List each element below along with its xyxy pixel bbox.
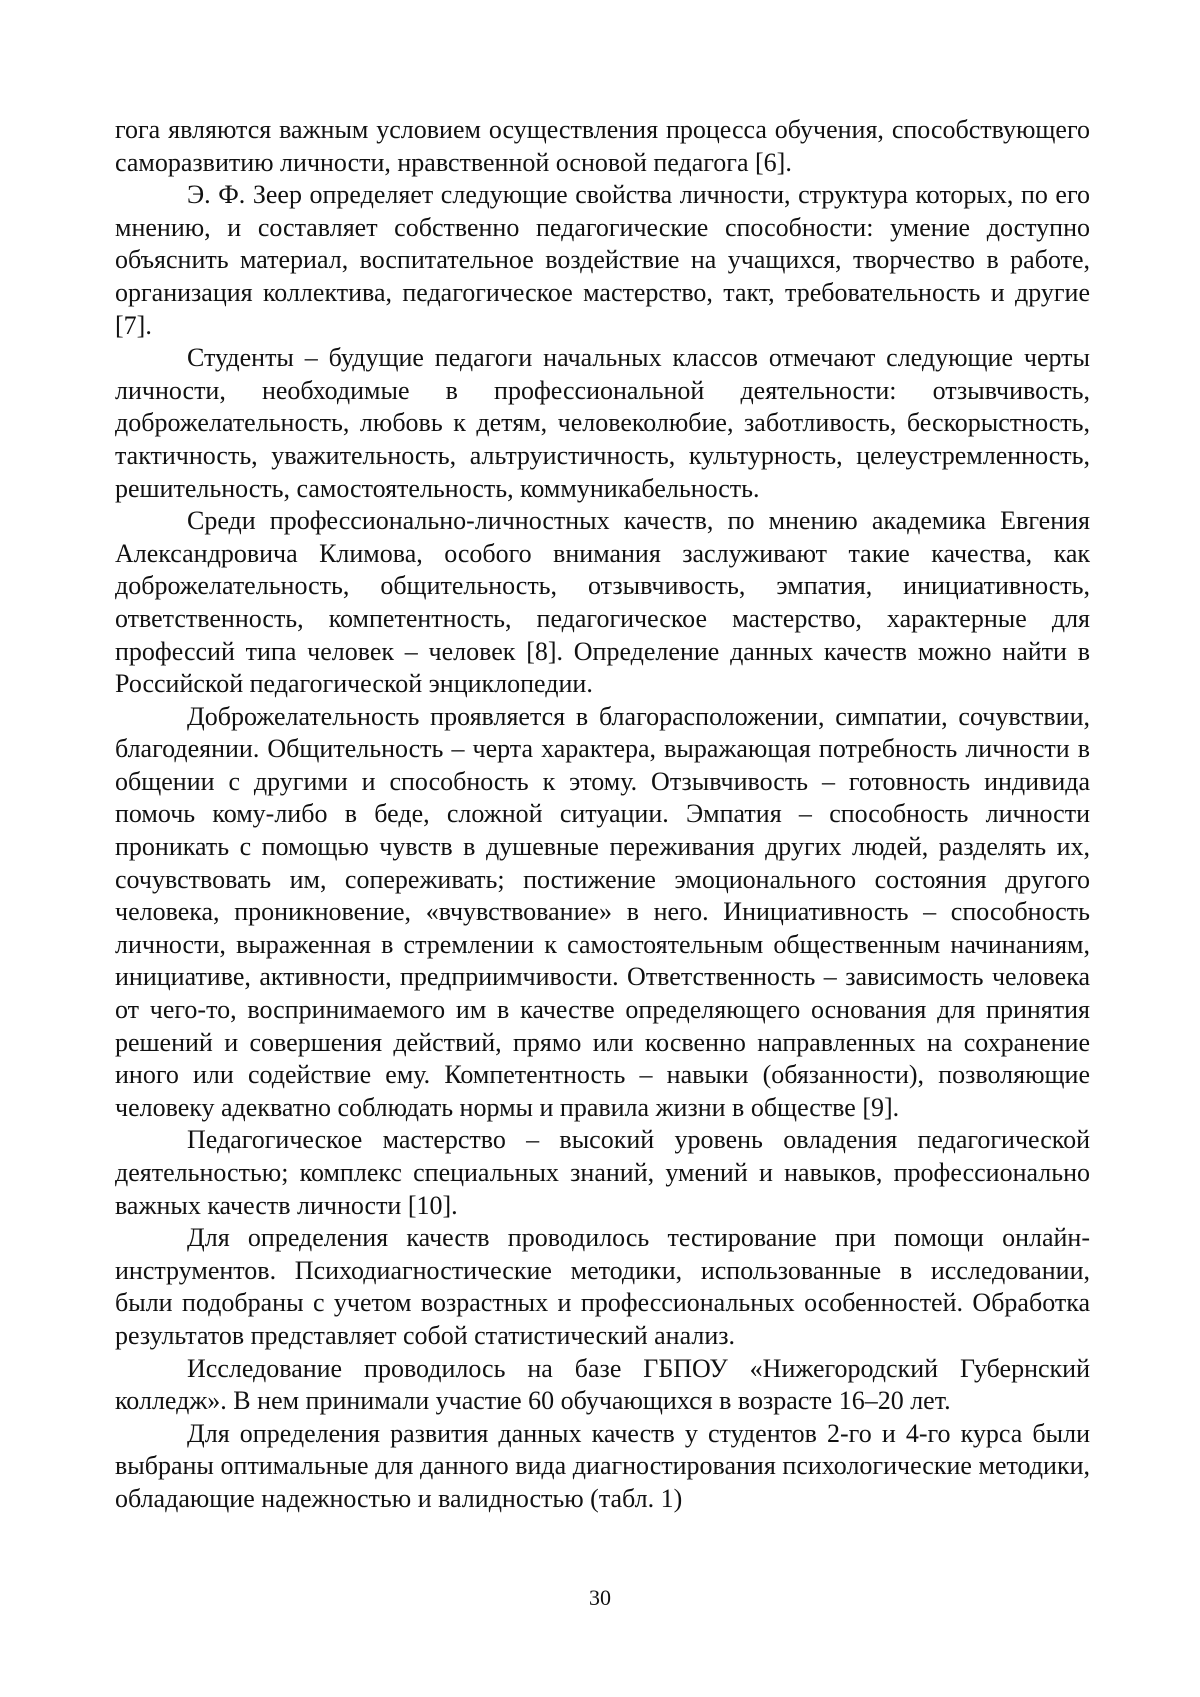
paragraph-methods: Для определения развития данных качеств у студентов 2-го и 4-го курса были выбраны оптимальные для данного вида диагностирования психологические методики, обладающие надежностью и валидностью (табл. 1): [115, 1418, 1090, 1513]
paragraph-continuation: гога являются важным условием осуществления процесса обучения, способствующего саморазвитию личности, нравственной основой педагога [6].: [115, 115, 1090, 177]
body-text: [115, 114, 1090, 1516]
page-number: 30: [589, 1585, 611, 1610]
paragraph-klimov: Среди профессионально-личностных качеств, по мнению академика Евгения Александровича Климова, особого внимания заслуживают такие качества, как доброжелательность, общительность, отзывчивость, эмпатия, инициативность, ответственность, компетентность, педагогическое мастерство, характерные для профессий типа человек – человек [8]. Определение данных качеств можно найти в Российской педагогической энциклопедии.: [115, 506, 1090, 699]
paragraph-zeer: Э. Ф. Зеер определяет следующие свойства личности, структура которых, по его мнению, и составляет собственно педагогические способности: умение доступно объяснить материал, воспитательное воздействие на учащихся, творчество в работе, организация коллектива, педагогическое мастерство, такт, требовательность и другие [7].: [115, 180, 1090, 340]
paragraph-testing: Для определения качеств проводилось тестирование при помощи онлайн-инструментов. Психодиагностические методики, использованные в исследовании, были подобраны с учетом возрастных и профессиональных особенностей. Обработка результатов представляет собой статистический анализ.: [115, 1223, 1090, 1350]
paragraph-research-base: Исследование проводилось на базе ГБПОУ «Нижегородский Губернский колледж». В нем принимали участие 60 обучающихся в возрасте 16–20 лет.: [115, 1353, 1090, 1416]
paragraph-definitions: Доброжелательность проявляется в благорасположении, симпатии, сочувствии, благодеянии. Общительность – черта характера, выражающая потребность личности в общении с другими и способность к этому. Отзывчивость – готовность индивида помочь кому-либо в беде, сложной ситуации. Эмпатия – способность личности проникать с помощью чувств в душевные переживания других людей, разделять их, сочувствовать им, сопереживать; постижение эмоционального состояния другого человека, проникновение, «вчувствование» в него. Инициативность – способность личности, выраженная в стремлении к самостоятельным общественным начинаниям, инициативе, активности, предприимчивости. Ответственность – зависимость человека от чего-то, воспринимаемого им в качестве определяющего основания для принятия решений и совершения действий, прямо или косвенно направленных на сохранение иного или содействие ему. Компетентность – навыки (обязанности), позволяющие человеку адекватно соблюдать нормы и правила жизни в обществе [9].: [115, 701, 1090, 1122]
paragraph-students-traits: Студенты – будущие педагоги начальных классов отмечают следующие черты личности, необходимые в профессиональной деятельности: отзывчивость, доброжелательность, любовь к детям, человеколюбие, заботливость, бескорыстность, тактичность, уважительность, альтруистичность, культурность, целеустремленность, решительность, самостоятельность, коммуникабельность.: [115, 343, 1090, 503]
paragraph-mastery: Педагогическое мастерство – высокий уровень овладения педагогической деятельностью; комплекс специальных знаний, умений и навыков, профессионально важных качеств личности [10].: [115, 1125, 1090, 1220]
